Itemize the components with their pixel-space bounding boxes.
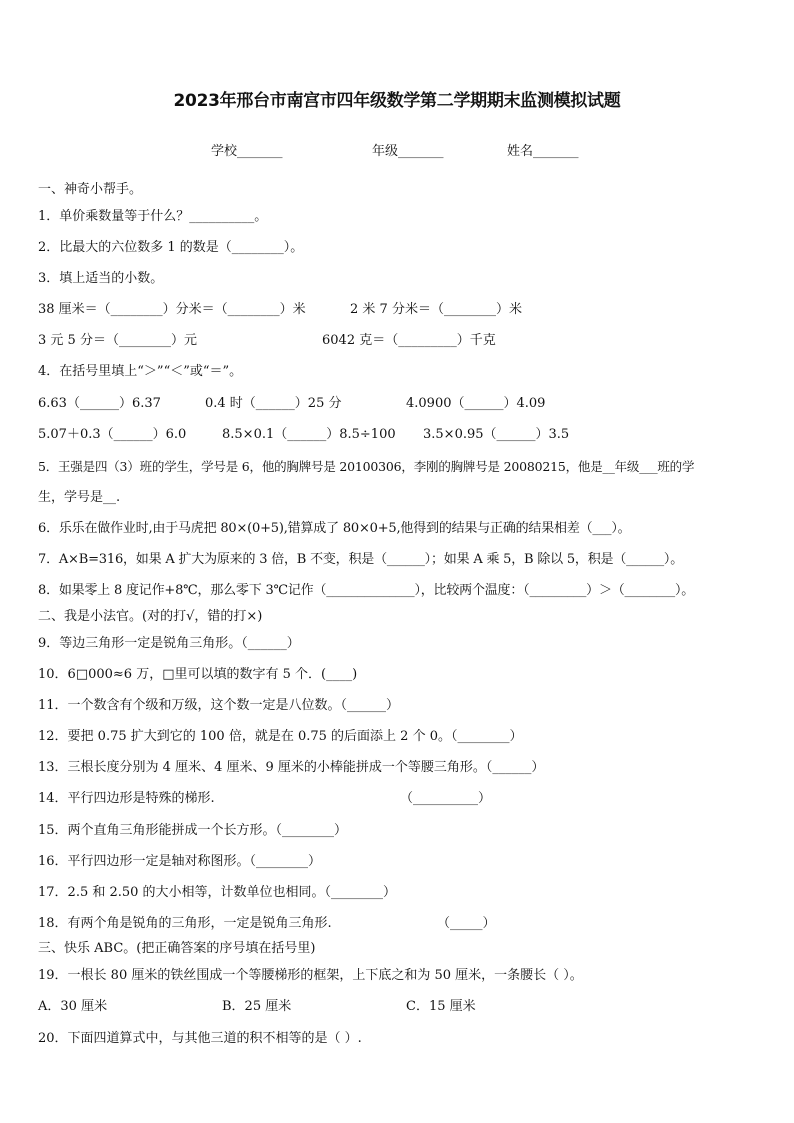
grade-field: 年级_______ bbox=[372, 144, 444, 159]
section-1-heading: 一、神奇小帮手。 bbox=[38, 182, 143, 197]
page-title: 2023年邢台市南宫市四年级数学第二学期期末监测模拟试题 bbox=[173, 91, 621, 111]
question-15: 15．两个直角三角形能拼成一个长方形。（________） bbox=[38, 823, 348, 838]
question-7: 7．A×B=316，如果 A 扩大为原来的 3 倍，B 不变，积是（______）；如果 A 乘 5，B 除以 5，积是（______）。 bbox=[38, 552, 684, 567]
question-4: 4．在括号里填上“＞”“＜”或“＝”。 bbox=[38, 364, 243, 379]
question-18-answer-blank: （_____） bbox=[437, 916, 496, 931]
question-5-line-2: 生，学号是__. bbox=[38, 490, 121, 505]
question-9: 9．等边三角形一定是锐角三角形。（______） bbox=[38, 636, 300, 651]
question-3-item-c: 3 元 5 分＝（________）元 bbox=[38, 333, 197, 348]
question-4-compare: 4.0900（______）4.09 bbox=[406, 396, 546, 411]
question-4-compare: 0.4 时（______）25 分 bbox=[205, 396, 342, 411]
question-3: 3．填上适当的小数。 bbox=[38, 271, 164, 286]
school-field: 学校_______ bbox=[211, 144, 283, 159]
question-13: 13．三根长度分别为 4 厘米、4 厘米、9 厘米的小棒能拼成一个等腰三角形。（______） bbox=[38, 760, 545, 775]
question-17: 17．2.5 和 2.50 的大小相等，计数单位也相同。（________） bbox=[38, 885, 397, 900]
question-5-line-1: 5．王强是四（3）班的学生，学号是 6，他的胸牌号是 20100306，李刚的胸牌号是 20080215，他是__年级___班的学 bbox=[38, 459, 695, 474]
question-4-compare: 3.5×0.95（______）3.5 bbox=[423, 427, 570, 442]
question-18: 18．有两个角是锐角的三角形，一定是锐角三角形. bbox=[38, 916, 332, 931]
question-4-compare: 8.5×0.1（______）8.5÷100 bbox=[222, 427, 396, 442]
question-8: 8．如果零上 8 度记作+8℃，那么零下 3℃记作（______________），比较两个温度：（_________）＞（________）。 bbox=[38, 583, 695, 598]
question-12: 12．要把 0.75 扩大到它的 100 倍，就是在 0.75 的后面添上 2 个 0。（________） bbox=[38, 729, 523, 744]
question-19: 19．一根长 80 厘米的铁丝围成一个等腰梯形的框架，上下底之和为 50 厘米，一条腰长（ ）。 bbox=[38, 968, 583, 983]
question-4-compare: 6.63（______）6.37 bbox=[38, 396, 161, 411]
question-14: 14．平行四边形是特殊的梯形. bbox=[38, 791, 215, 806]
question-3-item-d: 6042 克＝（_________）千克 bbox=[322, 333, 496, 348]
name-field: 姓名_______ bbox=[507, 144, 579, 159]
question-1: 1．单价乘数量等于什么？__________。 bbox=[38, 209, 268, 224]
question-19-option-a: A．30 厘米 bbox=[38, 999, 108, 1014]
section-3-heading: 三、快乐 ABC。(把正确答案的序号填在括号里) bbox=[38, 941, 316, 956]
question-3-item-b: 2 米 7 分米＝（________）米 bbox=[350, 302, 522, 317]
question-11: 11．一个数含有个级和万级，这个数一定是八位数。（______） bbox=[38, 698, 400, 713]
section-2-heading: 二、我是小法官。(对的打√，错的打×) bbox=[38, 609, 263, 624]
question-2: 2．比最大的六位数多 1 的数是（________）。 bbox=[38, 240, 304, 255]
question-16: 16．平行四边形一定是轴对称图形。（________） bbox=[38, 854, 322, 869]
question-19-option-c: C．15 厘米 bbox=[406, 999, 476, 1014]
question-14-answer-blank: （__________） bbox=[400, 791, 492, 806]
question-3-item-a: 38 厘米＝（________）分米＝（________）米 bbox=[38, 302, 306, 317]
question-6: 6．乐乐在做作业时,由于马虎把 80×(0+5),错算成了 80×0+5,他得到的结果与正确的结果相差（___）。 bbox=[38, 521, 631, 536]
question-19-option-b: B．25 厘米 bbox=[222, 999, 292, 1014]
question-20: 20．下面四道算式中，与其他三道的积不相等的是（ ）. bbox=[38, 1031, 362, 1046]
question-10: 10．6□000≈6 万，□里可以填的数字有 5 个．(____) bbox=[38, 667, 358, 682]
question-4-compare: 5.07＋0.3（______）6.0 bbox=[38, 427, 187, 442]
